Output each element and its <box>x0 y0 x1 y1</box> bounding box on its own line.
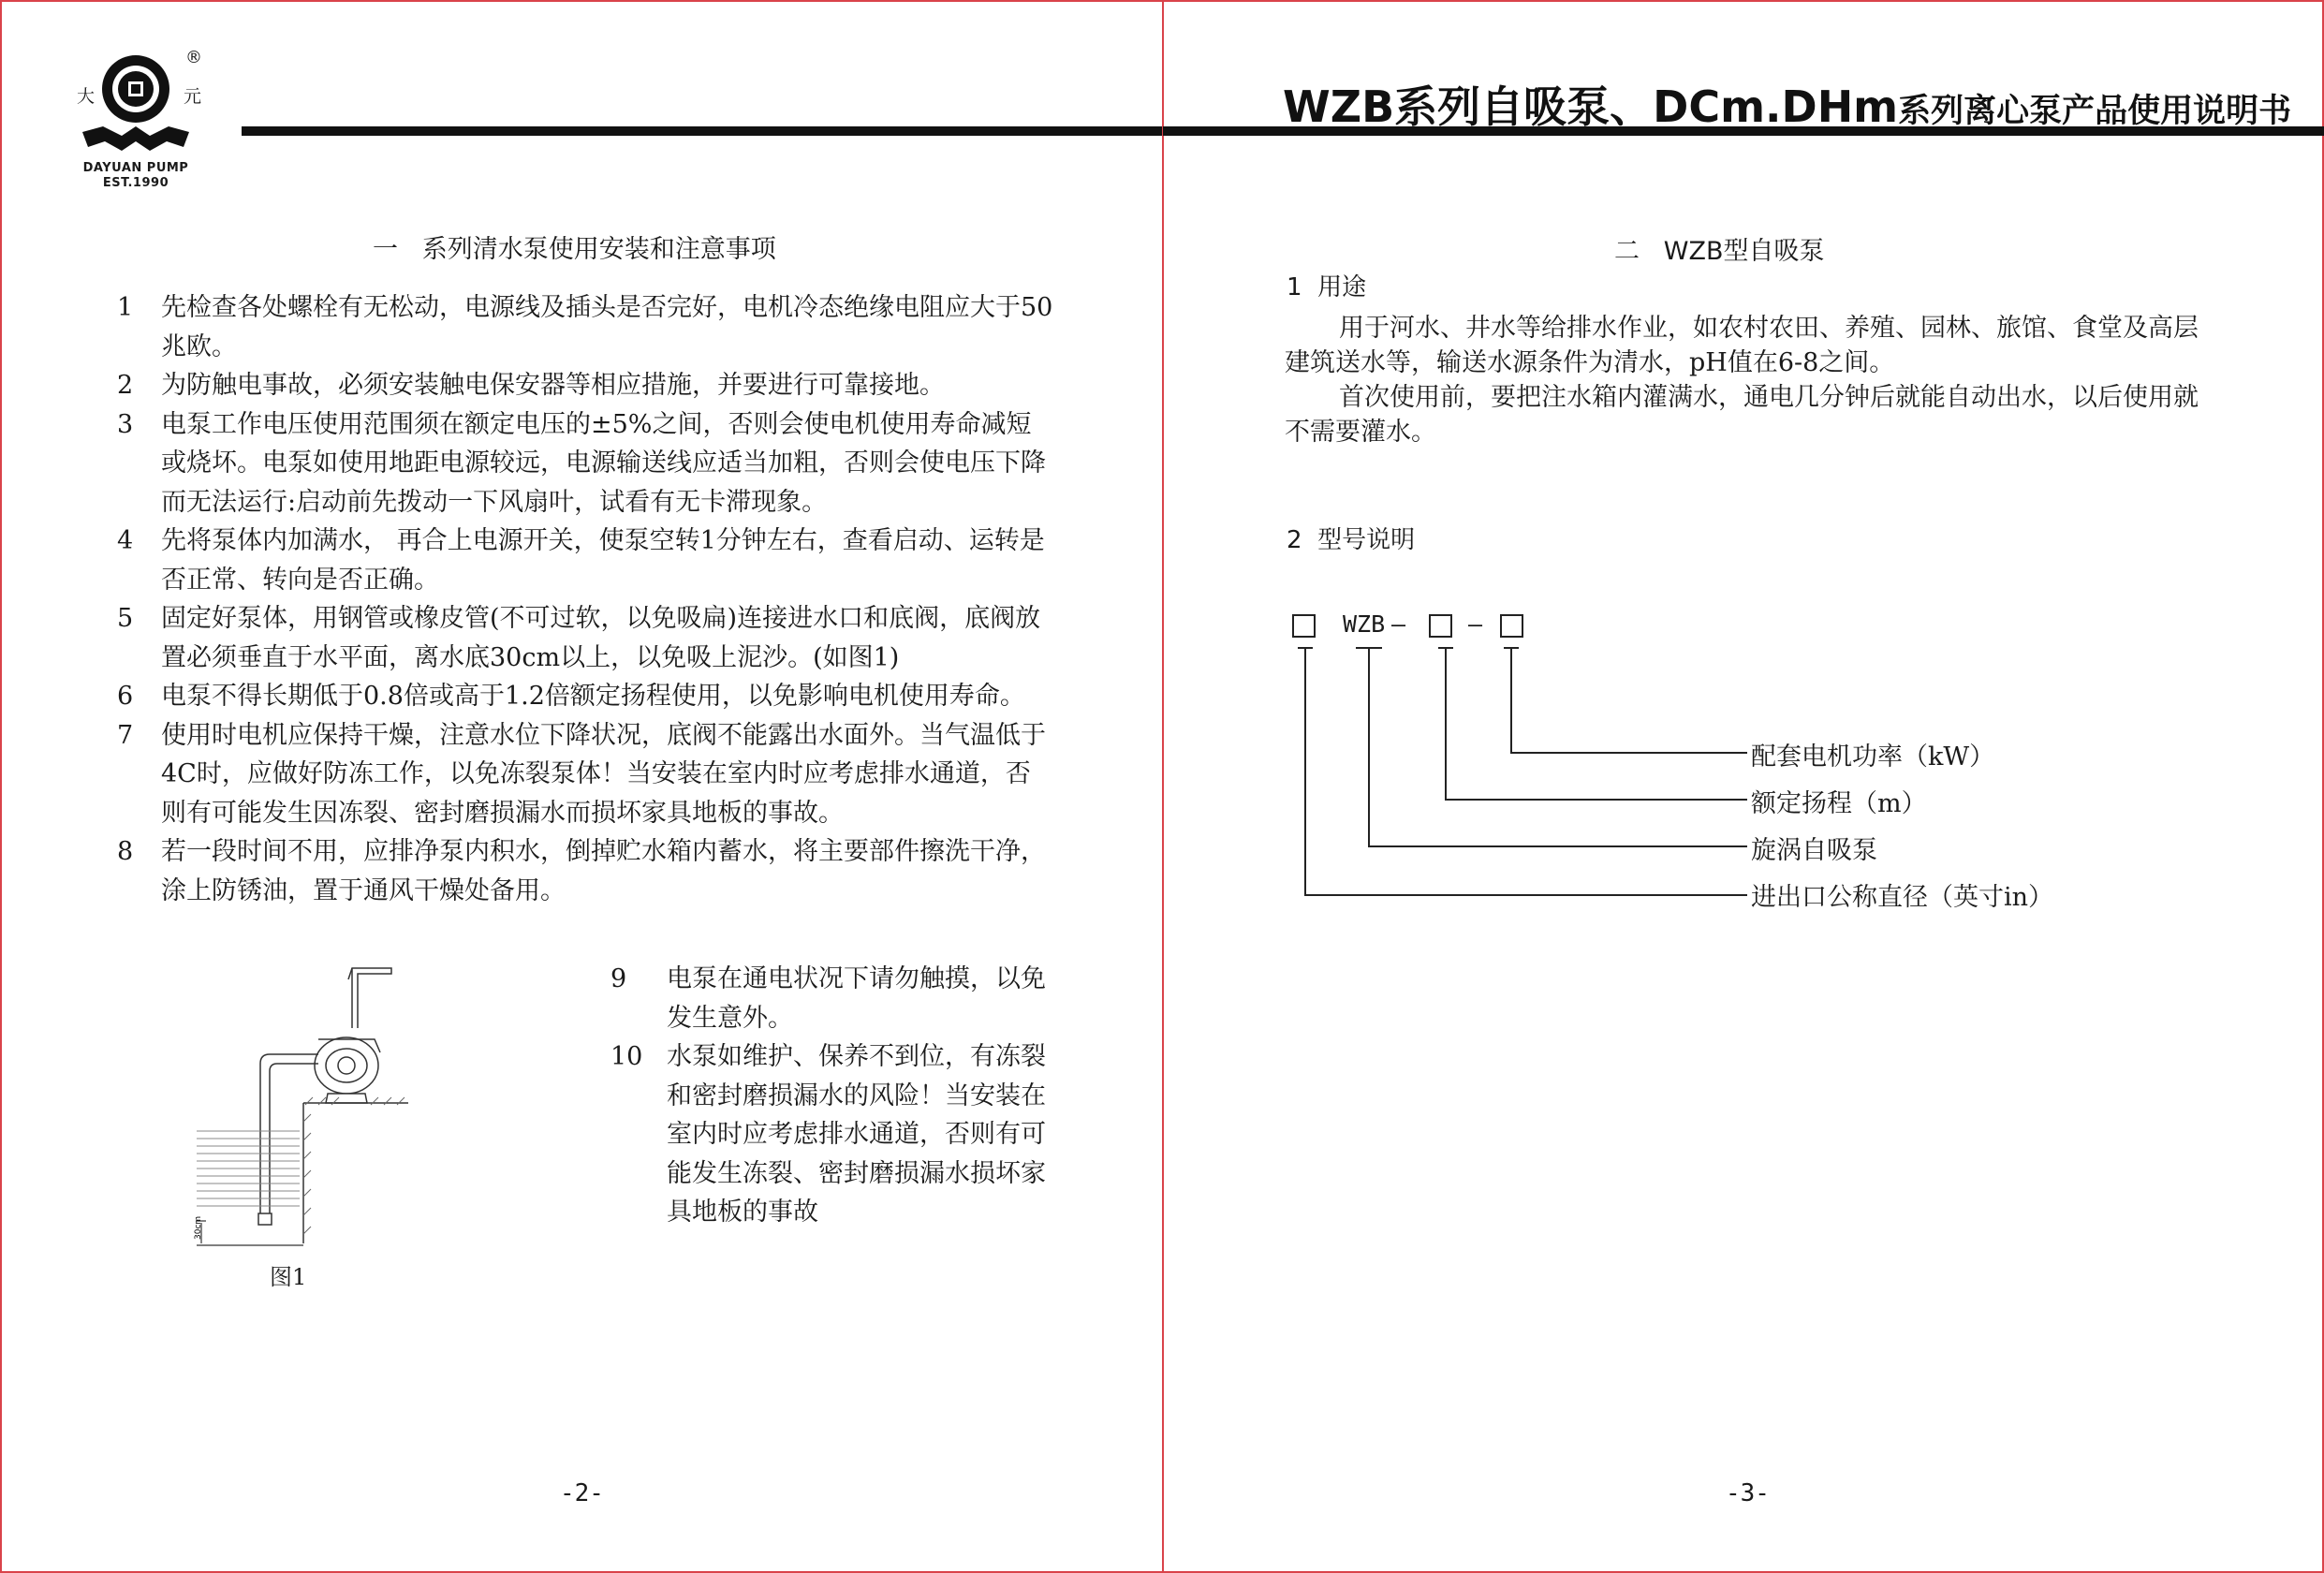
document-title-main: WZB系列自吸泵、DCm.DHm <box>1283 81 1899 132</box>
item-text: 为防触电事故，必须安装触电保安器等相应措施，并要进行可靠接地。 <box>161 371 945 400</box>
section-title-two: 二 WZB型自吸泵 <box>1614 237 1825 266</box>
code-series: WZB <box>1343 610 1386 638</box>
registered-mark: ® <box>185 48 202 67</box>
item-number: 4 <box>117 526 134 555</box>
item-text: 先将泵体内加满水， 再合上电源开关，使泵空转1分钟左右，查看启动、运转是否正常、转向是否正确。 <box>161 526 1045 595</box>
code-dash: — <box>1468 610 1483 638</box>
list-item <box>117 405 1053 522</box>
list-item <box>117 522 1053 599</box>
usage-paragraph: 用于河水、井水等给排水作业，如农村农田、养殖、园林、旅馆、食堂及高层建筑送水等，输送水源条件为清水，pH值在6-8之间。 <box>1285 314 2199 377</box>
logo-brand-text: DAYUAN PUMP <box>82 161 189 175</box>
figure-caption: 图1 <box>270 1264 307 1290</box>
figure-depth-mark: 30cm <box>194 1215 203 1240</box>
item-text: 固定好泵体，用钢管或橡皮管(不可过软，以免吸扁)连接进水口和底阀，底阀放置必须垂直于水平面，离水底30cm以上，以免吸上泥沙。(如图1) <box>161 604 1041 672</box>
list-item <box>117 288 1053 366</box>
list-item <box>117 599 1053 677</box>
item-number: 10 <box>610 1042 643 1071</box>
subheading-usage: 1 用途 <box>1287 273 1367 301</box>
page-number-right: -3- <box>1726 1479 1770 1507</box>
logo-char-right: 元 <box>184 86 202 107</box>
header-rule-left <box>242 126 1162 136</box>
instruction-list <box>117 288 1053 910</box>
item-text: 电泵在通电状况下请勿触摸，以免发生意外。 <box>667 964 1046 1033</box>
item-text: 使用时电机应保持干燥，注意水位下降状况，底阀不能露出水面外。当气温低于4C时，应做好防冻工作，以免冻裂泵体！当安装在室内时应考虑排水通道，否则有可能发生因冻裂、密封磨损漏水而损坏家具地板的事故。 <box>161 720 1046 828</box>
brand-logo <box>73 48 202 194</box>
item-number: 2 <box>117 371 134 400</box>
list-item <box>607 1037 1056 1232</box>
list-item <box>117 832 1053 910</box>
label-vortex-pump: 旋涡自吸泵 <box>1751 836 1877 865</box>
item-number: 1 <box>117 293 134 322</box>
code-box-diameter <box>1292 614 1316 638</box>
section-title-one: 一 系列清水泵使用安装和注意事项 <box>373 235 776 264</box>
item-number: 3 <box>117 409 134 439</box>
list-item <box>117 677 1053 716</box>
logo-established-text: EST.1990 <box>102 176 169 190</box>
item-number: 5 <box>117 604 134 633</box>
item-text: 电泵不得长期低于0.8倍或高于1.2倍额定扬程使用，以免影响电机使用寿命。 <box>161 682 1025 711</box>
item-text: 电泵工作电压使用范围须在额定电压的±5%之间，否则会使电机使用寿命减短或烧坏。电泵如使用地距电源较远，电源输送线应适当加粗，否则会使电压下降而无法运行:启动前先拨动一下风扇叶，试看有无卡滞现象。 <box>161 409 1046 517</box>
page-number-left: -2- <box>560 1479 604 1507</box>
item-number: 9 <box>610 964 627 993</box>
subheading-model: 2 型号说明 <box>1287 526 1416 554</box>
item-number: 7 <box>117 720 134 750</box>
list-item <box>117 366 1053 405</box>
first-use-paragraph: 首次使用前，要把注水箱内灌满水，通电几分钟后就能自动出水，以后使用就不需要灌水。 <box>1285 383 2199 447</box>
label-rated-head: 额定扬程（m） <box>1751 789 1927 818</box>
instruction-list-continued <box>607 960 1056 1232</box>
list-item <box>607 960 1056 1037</box>
item-text: 先检查各处螺栓有无松动，电源线及插头是否完好，电机冷态绝缘电阻应大于50兆欧。 <box>161 293 1053 361</box>
code-box-head <box>1429 614 1452 638</box>
document-title <box>1283 73 2291 135</box>
label-nominal-diameter: 进出口公称直径（英寸in） <box>1751 883 2054 912</box>
item-text: 若一段时间不用，应排净泵内积水，倒掉贮水箱内蓄水，将主要部件擦洗干净，涂上防锈油，置于通风干燥处备用。 <box>161 837 1046 905</box>
item-number: 8 <box>117 837 134 866</box>
logo-char-left: 大 <box>77 86 96 107</box>
item-text: 水泵如维护、保养不到位，有冻裂和密封磨损漏水的风险！当安装在室内时应考虑排水通道，否则有可能发生冻裂、密封磨损漏水损坏家具地板的事故 <box>667 1042 1046 1227</box>
pump-installation-figure <box>187 963 412 1253</box>
document-title-sub: 系列离心泵产品使用说明书 <box>1898 93 2292 130</box>
code-dash: — <box>1391 610 1406 638</box>
item-number: 6 <box>117 682 134 711</box>
label-motor-power: 配套电机功率（kW） <box>1751 742 1995 772</box>
code-box-power <box>1500 614 1523 638</box>
list-item <box>117 716 1053 833</box>
model-explanation-diagram <box>1292 640 1779 912</box>
